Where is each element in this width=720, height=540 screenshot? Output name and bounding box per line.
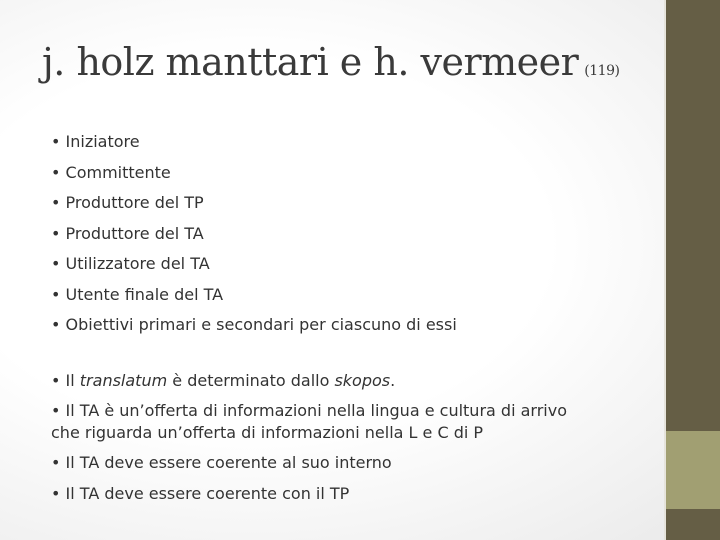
list-item-text: Il TA deve essere coerente con il TP xyxy=(65,483,350,503)
list-item xyxy=(51,219,641,250)
text-segment: Il xyxy=(65,370,80,390)
list-item-offerta-continued xyxy=(51,422,641,444)
list-item-offerta xyxy=(51,400,641,422)
list-item-text: che riguarda un’offerta di informazioni nella L e C di P xyxy=(51,423,484,442)
list-item-text: Il TA è un’offerta di informazioni nella lingua e cultura di arrivo xyxy=(65,401,567,420)
bullet: • xyxy=(51,284,66,304)
bullet: • xyxy=(51,193,66,212)
bullet: • xyxy=(51,132,66,151)
term-skopos: skopos xyxy=(334,370,391,390)
list-item xyxy=(51,280,641,311)
term-translatum: translatum xyxy=(79,370,168,390)
list-item-text: Produttore del TP xyxy=(65,193,204,212)
list-item xyxy=(51,310,641,341)
slide-title-text: j. holz manttari e h. vermeer xyxy=(42,40,579,84)
list-item-text: Iniziatore xyxy=(65,132,140,151)
side-band-accent xyxy=(666,431,720,509)
bullet: • xyxy=(51,162,66,182)
list-item-translatum xyxy=(51,366,641,397)
list-item xyxy=(51,188,641,219)
list-item-text: Obiettivi primari e secondari per ciascuno di essi xyxy=(65,315,457,334)
text-segment: è determinato dallo xyxy=(167,370,335,390)
list-item-text: Utilizzatore del TA xyxy=(65,254,210,273)
bullet: • xyxy=(51,254,66,273)
bullet: • xyxy=(51,315,66,334)
bullet: • xyxy=(51,453,66,472)
bullet: • xyxy=(51,483,66,503)
list-item-text: Committente xyxy=(65,162,171,182)
list-item xyxy=(51,249,641,280)
slide-title xyxy=(42,40,619,84)
list-item xyxy=(51,127,641,158)
bullet: • xyxy=(51,401,66,420)
paragraph-gap xyxy=(51,341,641,366)
slide-body xyxy=(51,127,641,509)
list-item xyxy=(51,448,641,479)
list-item xyxy=(51,479,641,510)
bullet: • xyxy=(51,370,66,390)
slide-title-reference: (119) xyxy=(584,63,620,79)
list-item-text: Il TA deve essere coerente al suo interno xyxy=(65,453,392,472)
list-item xyxy=(51,158,641,189)
list-item-text: Utente finale del TA xyxy=(65,284,224,304)
list-item-text: Produttore del TA xyxy=(65,223,204,243)
bullet: • xyxy=(51,223,66,243)
text-segment: . xyxy=(390,370,396,390)
